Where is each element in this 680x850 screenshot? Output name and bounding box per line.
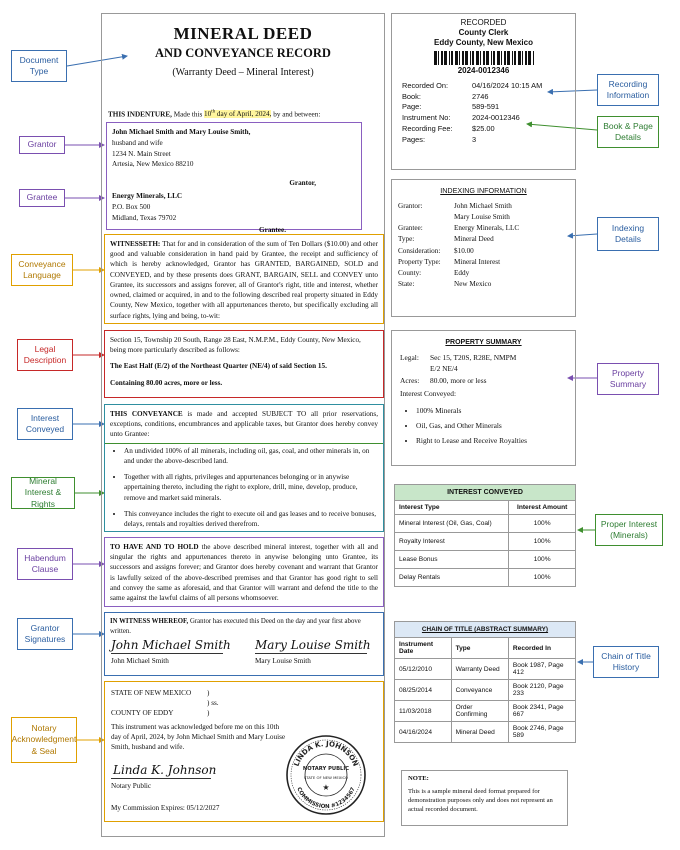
habendum-text: the above described mineral interest, together with all and singular the rights and appurtenances thereto in anywise belonging unto Grantee, its successors and assigns forever; and Grantor does hereby covenant and warrant that Grantor is lawfully seized of the above-described premises and that Grantor has good right to sell and convey the same as aforesaid, and that Grantor will warrant and defend the title to the same against the lawful claims of all persons whomsoever.: [110, 543, 378, 603]
chain-recorded: Book 1987, Page 412: [508, 659, 575, 680]
notary-county: COUNTY OF EDDY: [111, 709, 174, 717]
notary-commission: My Commission Expires: 05/12/2027: [111, 804, 220, 812]
indenture-date-day: 10: [204, 110, 212, 119]
recording-key: Page:: [402, 102, 422, 112]
indexing-row: [398, 268, 575, 279]
notary-signature: Linda K. Johnson: [113, 763, 217, 777]
chain-recorded: Book 2746, Page 589: [508, 722, 575, 743]
recording-key: Recorded On:: [402, 81, 449, 90]
conveyance-text: is made and accepted SUBJECT TO all prior reservations, exceptions, conditions, encumbrances and applicable taxes, but Grantor does hereby convey unto Grantee:: [110, 410, 378, 439]
property-conveyed-key: Interest Conveyed:: [400, 389, 457, 399]
indexing-row: [398, 201, 575, 212]
interest-amount: 100%: [509, 551, 576, 569]
chain-recorded: Book 2341, Page 667: [508, 701, 575, 722]
grantor-signature-1: John Michael Smith: [111, 638, 231, 652]
chain-table: [394, 621, 576, 743]
label-grantor: Grantor: [19, 136, 65, 154]
recording-row: [402, 102, 575, 113]
chain-row: [395, 722, 576, 743]
label-chain-of-title: Chain of Title History: [593, 646, 659, 678]
note-title: NOTE:: [408, 775, 429, 782]
habendum-section: [104, 537, 384, 607]
recording-row: [402, 113, 575, 124]
grantor-role: Grantor,: [289, 179, 316, 188]
property-legal-value: Sec 15, T20S, R28E, NMPM: [430, 353, 517, 362]
deed-header: [101, 24, 385, 78]
indexing-key: Property Type:: [398, 257, 441, 266]
recording-key: Book:: [402, 91, 421, 101]
indexing-key: Grantee:: [398, 224, 423, 233]
chain-type: Warranty Deed: [451, 659, 508, 680]
interest-amount: 100%: [509, 569, 576, 587]
property-acres-value: 80.00, more or less: [430, 375, 487, 385]
recorded-title: RECORDED: [460, 18, 507, 27]
label-conveyance-language: Conveyance Language: [11, 254, 73, 286]
indexing-key: County:: [398, 268, 422, 277]
recording-value: 3: [472, 134, 477, 144]
legal-line1: Section 15, Township 20 South, Range 28 East, N.M.P.M., Eddy County, New Mexico, being more particularly described as follows:: [110, 336, 361, 355]
signature-section: [104, 612, 384, 676]
label-notary-seal: Notary Acknowledgment & Seal: [11, 717, 77, 763]
grantor-names: John Michael Smith and Mary Louise Smith,: [112, 128, 251, 136]
interest-table-title: INTEREST CONVEYED: [395, 485, 576, 501]
legal-description-section: [104, 330, 384, 398]
label-grantor-signatures: Grantor Signatures: [17, 618, 73, 650]
indexing-value: Mineral Interest: [454, 257, 501, 266]
indenture-tail: by and between:: [273, 110, 321, 119]
chain-date: 11/03/2018: [395, 701, 452, 722]
indexing-details: [392, 195, 575, 290]
recording-value: 2024-0012346: [472, 113, 520, 123]
interest-header: Interest Type: [395, 501, 509, 515]
legal-line2: The East Half (E/2) of the Northeast Quarter (NE/4) of said Section 15.: [110, 362, 327, 371]
seal-bottom-text: COMMISSION #1234567: [295, 786, 357, 811]
interest-amount: 100%: [509, 533, 576, 551]
deed-subtitle: AND CONVEYANCE RECORD: [155, 46, 331, 60]
witnesseth-lead: WITNESSETH:: [110, 240, 161, 248]
notary-seal-icon: [285, 734, 367, 816]
indexing-row: [398, 257, 575, 268]
interest-row: [395, 551, 576, 569]
grantee-address2: Midland, Texas 79702: [112, 213, 177, 222]
note-text: This is a sample mineral deed format prepared for demonstration purposes only and does not represent an actual recorded document.: [408, 787, 553, 813]
grantor-address1: 1234 N. Main Street: [112, 149, 171, 158]
recorded-box: [391, 13, 576, 170]
note-box: [401, 770, 568, 826]
recording-row: [402, 135, 575, 146]
indenture-date-rest: day of April, 2024,: [216, 110, 272, 119]
interest-type: Mineral Interest (Oil, Gas, Coal): [395, 515, 509, 533]
indexing-row: [398, 212, 575, 223]
chain-header: Instrument Date: [395, 638, 452, 659]
indexing-key: Grantor:: [398, 202, 423, 210]
interest-row: [395, 533, 576, 551]
witnesseth-text: That for and in consideration of the sum of Ten Dollars ($10.00) and other good and valuable consideration in hand paid by Grantee, the receipt and sufficiency of which is hereby acknowledged, Grantor has GRANTED, BARGAINED, SOLD and CONVEYED, and by these presents does GRANT, BARGAIN, SELL and CONVEY unto Grantee, its successors and assigns forever, all of Grantor's right, title and interest, whether owned, claimed or acquired, in and to the following described real property situated in Eddy County, New Mexico, together with all appurtenances thereto, but specifically excluding all surface rights, lying and being, to-wit:: [110, 240, 378, 320]
conveyance-bullet: • This conveyance includes the right to execute oil and gas leases and to receive bonuses, delays, rentals and royalties derived therefrom.: [124, 509, 378, 529]
indenture-line: [108, 110, 384, 118]
indenture-lead: THIS INDENTURE,: [108, 110, 172, 119]
recording-value: 04/16/2024 10:15 AM: [472, 81, 543, 90]
interest-table: [394, 484, 576, 587]
indenture-date: [204, 110, 271, 118]
label-indexing-details: Indexing Details: [597, 217, 659, 251]
label-legal-description: Legal Description: [17, 339, 73, 371]
chain-date: 04/16/2024: [395, 722, 452, 743]
notary-state: STATE OF NEW MEXICO: [111, 689, 192, 697]
grantor-signature-2: Mary Louise Smith: [255, 638, 371, 652]
recording-key: Recording Fee:: [402, 123, 453, 133]
indexing-row: [398, 279, 575, 290]
property-item: • Oil, Gas, and Other Minerals: [416, 419, 575, 434]
indexing-value: $10.00: [454, 246, 474, 255]
property-item: • 100% Minerals: [416, 404, 575, 419]
recording-row: [402, 124, 575, 135]
indenture-date-sup: th: [211, 110, 216, 115]
chain-row: [395, 659, 576, 680]
interest-header: Interest Amount: [509, 501, 576, 515]
habendum-lead: TO HAVE AND TO HOLD: [110, 543, 199, 551]
interest-type: Delay Rentals: [395, 569, 509, 587]
chain-row: [395, 680, 576, 701]
grantee-role: Grantee.: [259, 226, 286, 235]
witnesseth-section: [104, 234, 384, 324]
chain-of-title-box: [394, 621, 576, 743]
property-acres-key: Acres:: [400, 375, 420, 385]
interest-row: [395, 569, 576, 587]
label-document-type: Document Type: [11, 50, 67, 82]
grantee-name: Energy Minerals, LLC: [112, 191, 183, 200]
signatures-text: Grantor has executed this Deed on the day and year first above written.: [110, 618, 361, 635]
property-legal-value2: E/2 NE/4: [430, 364, 458, 374]
recording-row: [402, 92, 575, 103]
indexing-value: Eddy: [454, 268, 470, 277]
chain-date: 08/25/2014: [395, 680, 452, 701]
chain-type: Conveyance: [451, 680, 508, 701]
chain-header: Recorded In: [508, 638, 575, 659]
indexing-value: Energy Minerals, LLC: [454, 224, 520, 233]
indexing-value: Mary Louise Smith: [454, 213, 510, 222]
recording-details: [392, 75, 575, 145]
property-items: [400, 404, 575, 448]
recording-key: Instrument No:: [402, 113, 451, 123]
interest-type: Lease Bonus: [395, 551, 509, 569]
grantor-name-2: Mary Louise Smith: [255, 657, 311, 665]
indexing-key: Consideration:: [398, 246, 441, 255]
grantee-address1: P.O. Box 500: [112, 202, 151, 211]
indexing-row: [398, 223, 575, 234]
conveyance-section: [104, 404, 384, 532]
property-summary-box: [391, 330, 576, 466]
grantor-name-1: John Michael Smith: [111, 657, 169, 665]
chain-header: Type: [451, 638, 508, 659]
label-proper-interest: Proper Interest (Minerals): [595, 514, 663, 546]
barcode-number: 2024-0012346: [457, 66, 510, 75]
indexing-value: New Mexico: [454, 280, 492, 289]
label-habendum-clause: Habendum Clause: [17, 548, 73, 580]
chain-date: 05/12/2010: [395, 659, 452, 680]
property-item: • Right to Lease and Receive Royalties: [416, 434, 575, 449]
label-mineral-interest: Mineral Interest & Rights: [11, 477, 75, 509]
chain-title: CHAIN OF TITLE (ABSTRACT SUMMARY): [395, 622, 576, 638]
chain-row: [395, 701, 576, 722]
grantor-relation: husband and wife: [112, 138, 163, 147]
interest-row: [395, 515, 576, 533]
recording-row: [402, 81, 575, 92]
label-interest-conveyed: Interest Conveyed: [17, 408, 73, 440]
conveyance-bullet: • Together with all rights, privileges and appurtenances belonging or in anywise appertaining thereto, including the right to explore, drill, mine, develop, produce, remove and market said minerals.: [124, 472, 378, 503]
recording-key: Pages:: [402, 134, 426, 144]
conveyance-lead: THIS CONVEYANCE: [110, 410, 183, 418]
notary-role: Notary Public: [111, 782, 152, 790]
recording-value: 2746: [472, 91, 489, 101]
recorded-county: Eddy County, New Mexico: [434, 38, 533, 47]
grantor-address2: Artesia, New Mexico 88210: [112, 160, 194, 169]
conveyance-bullet: • An undivided 100% of all minerals, including oil, gas, coal, and other minerals in, on and under the above-described land.: [124, 446, 378, 466]
indenture-made: Made this: [173, 110, 203, 119]
recording-value: 589-591: [472, 102, 500, 112]
seal-top-text: LINDA K. JOHNSON: [292, 739, 360, 768]
parties-box: [106, 122, 362, 235]
deed-title: MINERAL DEED: [173, 24, 313, 43]
label-property-summary: Property Summary: [597, 363, 659, 395]
legal-line3: Containing 80.00 acres, more or less.: [110, 378, 223, 387]
chain-type: Order Confirming: [451, 701, 508, 722]
interest-amount: 100%: [509, 515, 576, 533]
notary-section: [104, 681, 384, 822]
recorded-office: County Clerk: [458, 28, 509, 37]
signatures-lead: IN WITNESS WHEREOF,: [110, 618, 189, 625]
property-title: PROPERTY SUMMARY: [445, 339, 522, 346]
notary-ss: ) ss.: [207, 699, 219, 707]
barcode-icon: [434, 51, 534, 65]
notary-text: This instrument was acknowledged before me on this 10th day of April, 2024, by John Michael Smith and Mary Louise Smith, husband and wife.: [111, 723, 286, 752]
indexing-title: INDEXING INFORMATION: [440, 186, 527, 195]
indexing-row: [398, 246, 575, 257]
indexing-key: Type:: [398, 235, 415, 244]
indexing-value: Mineral Deed: [454, 235, 494, 244]
deed-type: (Warranty Deed – Mineral Interest): [172, 67, 314, 78]
recording-value: $25.00: [472, 123, 495, 133]
label-grantee: Grantee: [19, 189, 65, 207]
property-legal-key: Legal:: [400, 353, 419, 362]
chain-recorded: Book 2120, Page 233: [508, 680, 575, 701]
interest-type: Royalty Interest: [395, 533, 509, 551]
indexing-key: [398, 212, 454, 223]
seal-state-text: STATE OF NEW MEXICO: [303, 775, 349, 780]
chain-type: Mineral Deed: [451, 722, 508, 743]
mineral-rights-box: [105, 443, 383, 531]
indexing-value: John Michael Smith: [454, 202, 512, 210]
notary-paren: ): [207, 709, 210, 717]
label-book-page-details: Book & Page Details: [597, 116, 659, 148]
indexing-key: State:: [398, 280, 415, 289]
seal-mid-text: NOTARY PUBLIC: [302, 766, 350, 772]
label-recording-information: Recording Information: [597, 74, 659, 106]
indexing-row: [398, 234, 575, 245]
indexing-box: [391, 179, 576, 317]
seal-star-icon: ★: [322, 783, 330, 792]
notary-paren: ): [207, 689, 210, 697]
interest-table-box: [394, 484, 576, 587]
